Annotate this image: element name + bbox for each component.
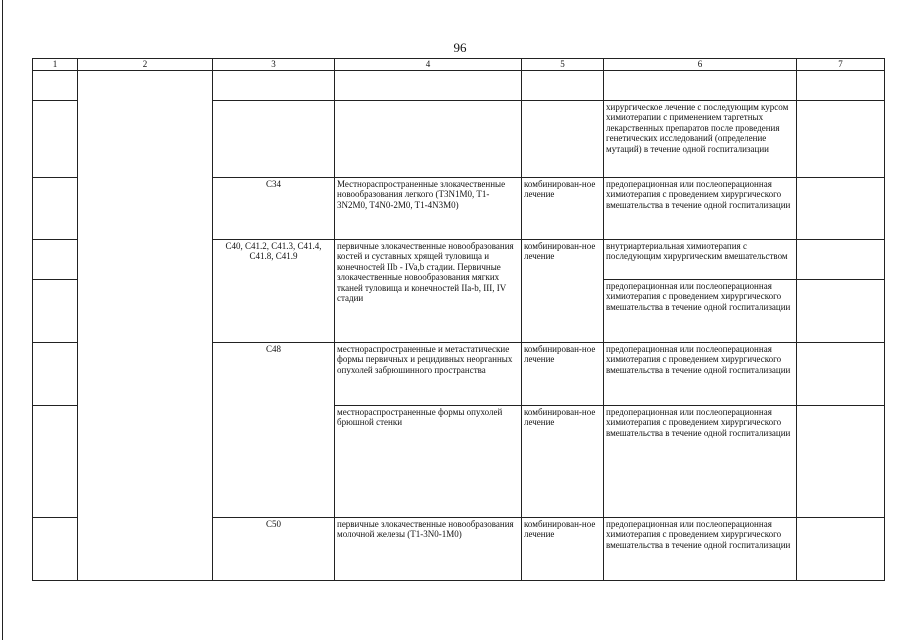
cell-treatment-method: внутриартериальная химиотерапия с последующим хирургическим вмешательством	[604, 240, 797, 280]
cell-col1	[33, 240, 78, 280]
cell-col1	[33, 518, 78, 581]
cell-treatment-type: комбинирован-ное лечение	[522, 240, 604, 343]
cell-diagnosis-code: C50	[213, 518, 335, 581]
cell-condition: Местнораспространенные злокачественные новообразования легкого (T3N1M0, T1-3N2M0, T4N0-2M0, T1-4N3M0)	[335, 178, 522, 240]
cell-treatment-type: комбинирован-ное лечение	[522, 343, 604, 406]
cell-treatment-method: предоперационная или послеоперационная химиотерапия с проведением хирургического вмешательства в течение одной госпитализации	[604, 518, 797, 581]
cell-diagnosis-code: C48	[213, 343, 335, 518]
column-number: 4	[335, 59, 522, 71]
cell-condition	[335, 101, 522, 178]
cell-treatment-method: предоперационная или послеоперационная химиотерапия с проведением хирургического вмешательства в течение одной госпитализации	[604, 343, 797, 406]
cell-col7	[797, 101, 885, 178]
cell-col1	[33, 178, 78, 240]
cell-col7	[797, 240, 885, 280]
cell-diagnosis-code	[213, 71, 335, 101]
column-number-row	[33, 59, 885, 71]
cell-col1	[33, 71, 78, 101]
cell-col7	[797, 343, 885, 406]
cell-treatment-method: хирургическое лечение с последующим курсом химиотерапии с применением таргетных лекарственных препаратов после проведения генетических исследований (определение мутаций) в течение одной госпитализации	[604, 101, 797, 178]
cell-col7	[797, 518, 885, 581]
column-number: 6	[604, 59, 797, 71]
cell-diagnosis-code: C34	[213, 178, 335, 240]
cell-treatment-type	[522, 101, 604, 178]
cell-col7	[797, 280, 885, 343]
cell-col7	[797, 406, 885, 518]
cell-treatment-method: предоперационная или послеоперационная химиотерапия с проведением хирургического вмешательства в течение одной госпитализации	[604, 178, 797, 240]
table-row	[33, 71, 885, 101]
column-number: 1	[33, 59, 78, 71]
column-number: 7	[797, 59, 885, 71]
cell-treatment-type	[522, 71, 604, 101]
medical-care-table	[32, 58, 885, 581]
cell-condition: местнораспространенные и метастатические формы первичных и рецидивных неорганных опухолей забрюшинного пространства	[335, 343, 522, 406]
column-number: 2	[78, 59, 213, 71]
cell-treatment-method	[604, 71, 797, 101]
cell-diagnosis-code: C40, C41.2, C41.3, C41.4, C41.8, C41.9	[213, 240, 335, 343]
cell-condition	[335, 71, 522, 101]
cell-treatment-method: предоперационная или послеоперационная химиотерапия с проведением хирургического вмешательства в течение одной госпитализации	[604, 280, 797, 343]
cell-treatment-type: комбинирован-ное лечение	[522, 406, 604, 518]
cell-col1	[33, 101, 78, 178]
cell-condition: местнораспространенные формы опухолей брюшной стенки	[335, 406, 522, 518]
cell-col7	[797, 71, 885, 101]
page-margin-line	[2, 0, 3, 640]
cell-col2	[78, 71, 213, 581]
column-number: 5	[522, 59, 604, 71]
cell-col1	[33, 406, 78, 518]
cell-treatment-type: комбинирован-ное лечение	[522, 518, 604, 581]
cell-treatment-method: предоперационная или послеоперационная химиотерапия с проведением хирургического вмешательства в течение одной госпитализации	[604, 406, 797, 518]
cell-diagnosis-code	[213, 101, 335, 178]
cell-condition: первичные злокачественные новообразования костей и суставных хрящей туловища и конечностей IIb - IVa,b стадии. Первичные злокачественные новообразования мягких тканей туловища и конечностей IIa-b, III, IV стадии	[335, 240, 522, 343]
cell-condition: первичные злокачественные новообразования молочной железы (T1-3N0-1M0)	[335, 518, 522, 581]
page-number: 96	[453, 40, 467, 55]
cell-col1	[33, 280, 78, 343]
column-number: 3	[213, 59, 335, 71]
cell-col1	[33, 343, 78, 406]
cell-col7	[797, 178, 885, 240]
cell-treatment-type: комбинирован-ное лечение	[522, 178, 604, 240]
